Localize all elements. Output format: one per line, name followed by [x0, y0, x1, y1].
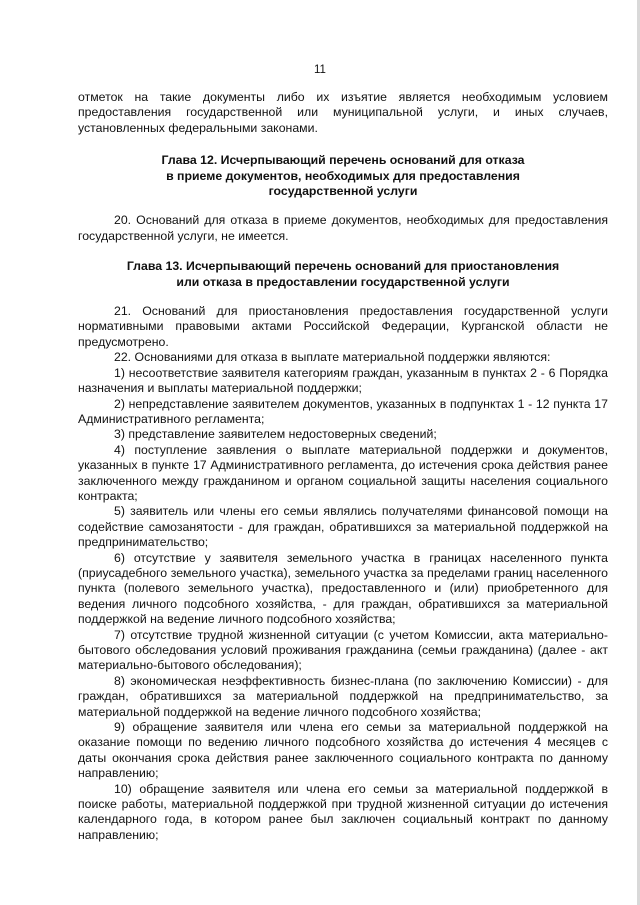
chapter-12-heading-line-3: государственной услуги: [268, 184, 418, 199]
list-item-1: 1) несоответствие заявителя категориям граждан, указанным в пунктах 2 - 6 Порядка назначения и выплаты материальной поддержки;: [78, 365, 608, 396]
chapter-12-heading-line-2: в приеме документов, необходимых для предоставления: [166, 168, 520, 183]
paragraph-22: 22. Основаниями для отказа в выплате материальной поддержки являются:: [114, 350, 551, 365]
chapter-12-heading: [78, 153, 608, 199]
paragraph-continuation: отметок на такие документы либо их изъятие является необходимым условием предоставления государственной или муниципальной услуги, и иных случаев, установленных федеральными законами.: [78, 90, 608, 135]
list-item-4: 4) поступление заявления о выплате материальной поддержки и документов, указанных в пункте 17 Административного регламента, до истечения срока действия ранее заключенного между гражданином и органом социальной защиты населения социального контракта;: [78, 442, 608, 503]
paragraph-21: 21. Оснований для приостановления предоставления государственной услуги нормативными правовыми актами Российской Федерации, Курганской области не предусмотрено.: [78, 304, 608, 349]
page-number: 11: [314, 64, 326, 76]
list-item-3: 3) представление заявителем недостоверных сведений;: [114, 427, 437, 442]
chapter-13-heading-line-1: Глава 13. Исчерпывающий перечень оснований для приостановления: [126, 259, 560, 274]
list-item-2: 2) непредставление заявителем документов, указанных в подпунктах 1 - 12 пункта 17 Административного регламента;: [78, 396, 608, 426]
list-item-7: 7) отсутствие трудной жизненной ситуации (с учетом Комиссии, акта материально-бытового обследования условий проживания гражданина (семьи гражданина) (далее - акт материально-бытового обследования);: [78, 627, 608, 673]
paragraph-20: 20. Оснований для отказа в приеме документов, необходимых для предоставления государственной услуги, не имеется.: [78, 213, 608, 243]
list-item-5: 5) заявитель или члены его семьи являлись получателями финансовой помощи на содействие самозанятости - для граждан, обратившихся за материальной поддержкой на предпринимательство;: [78, 504, 608, 550]
chapter-13-heading: [78, 259, 608, 290]
chapter-13-heading-line-2: или отказа в предоставлении государственной услуги: [176, 274, 510, 289]
list-item-9: 9) обращение заявителя или члена его семьи за материальной поддержкой на оказание помощи по ведению личного подсобного хозяйства до истечения 4 месяцев с даты окончания срока действия ранее заключенного социального контракта по данному направлению;: [78, 720, 608, 781]
chapter-12-heading-line-1: Глава 12. Исчерпывающий перечень оснований для отказа: [161, 153, 525, 168]
list-item-10: 10) обращение заявителя или члена его семьи за материальной поддержкой в поиске работы, материальной поддержкой при трудной жизненной ситуации до истечения календарного года, в котором ранее был заключен социальный контракт по данному направлению;: [78, 781, 608, 842]
page-content: [78, 90, 608, 843]
list-item-6: 6) отсутствие у заявителя земельного участка в границах населенного пункта (приусадебного земельного участка), земельного участка за пределами границ населенного пункта (полевого земельного участка), предоставленного и (или) приобретенного для ведения личного подсобного хозяйства, - для граждан, обратившихся за материальной поддержкой на ведение личного подсобного хозяйства;: [78, 550, 608, 627]
list-item-8: 8) экономическая неэффективность бизнес-плана (по заключению Комиссии) - для граждан, обратившихся за материальной поддержкой на предпринимательство, за материальной поддержкой на ведение личного подсобного хозяйства;: [78, 673, 608, 719]
